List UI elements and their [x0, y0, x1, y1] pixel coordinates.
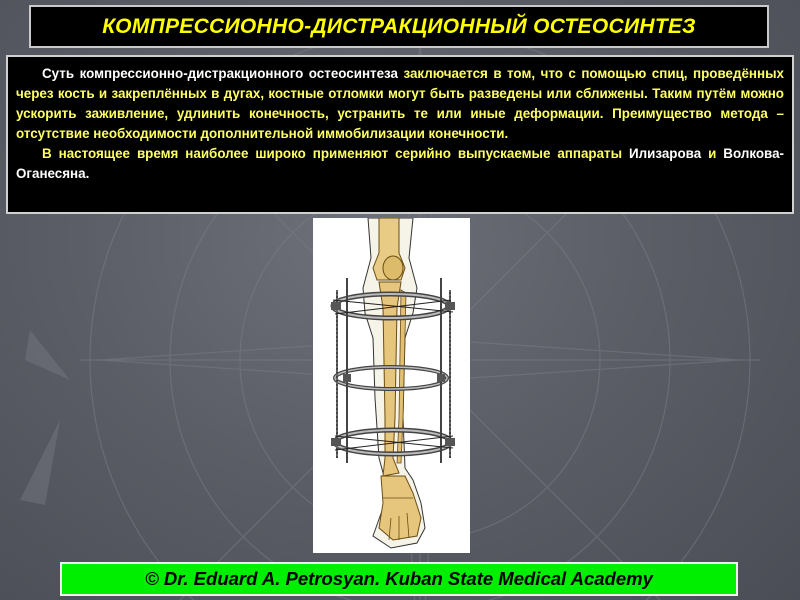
fixator-drawing: [313, 218, 470, 553]
footer-banner: [60, 562, 738, 596]
body-text-box: [6, 55, 794, 214]
text-run-volkov: Волкова-Оганесяна.: [16, 146, 784, 181]
footer-credit: © Dr. Eduard A. Petrosyan. Kuban State Medical Academy: [145, 568, 653, 589]
title-box: [29, 5, 769, 48]
paragraph-2: [16, 144, 784, 184]
text-run: заключается в том, что с помощью спиц, проведённых через кость и закреплённых в дугах, костные отломки могут быть разведены или сближены. Таким путём можно ускорить заживление, удлинить конечность, устранить те или иные деформации. Преимущество метода – отсутствие необходимости дополнительной иммобилизации конечности.: [16, 66, 784, 141]
text-run: Суть компрессионно-дистракционного остеосинтеза: [42, 66, 404, 81]
text-run: и: [701, 146, 724, 161]
text-run: В настоящее время наиболее широко применяют серийно выпускаемые аппараты: [42, 146, 629, 161]
paragraph-1: [16, 64, 784, 144]
slide-title: КОМПРЕССИОННО-ДИСТРАКЦИОННЫЙ ОСТЕОСИНТЕЗ: [102, 14, 696, 38]
leg-external-fixator-illustration: [313, 218, 470, 553]
text-run-ilizarov: Илизарова: [629, 146, 702, 161]
